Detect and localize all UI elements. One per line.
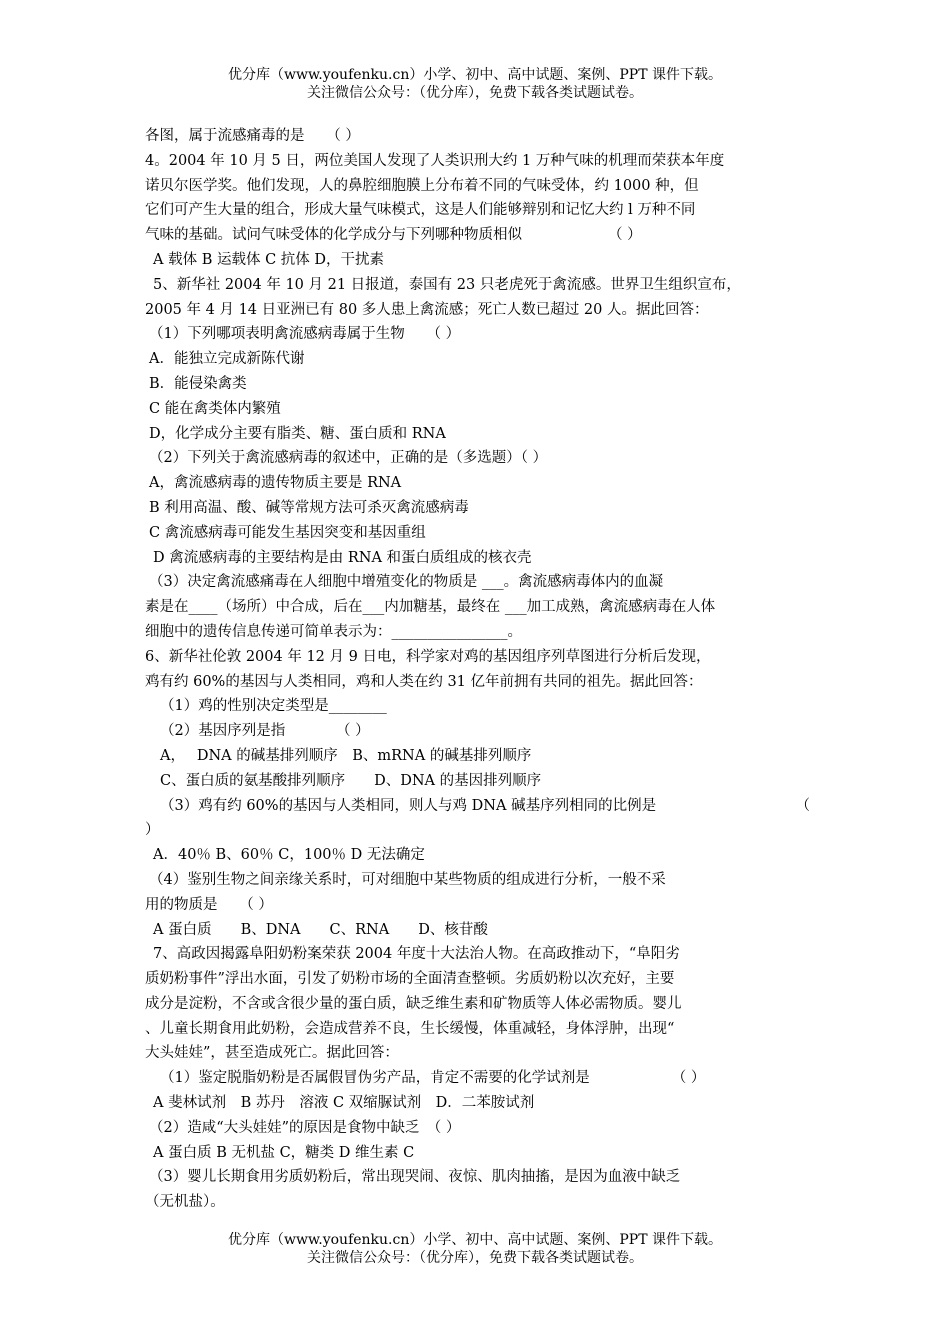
question-4-line: 4。2004 年 10 月 5 日，两位美国人发现了人类识刑大约 1 万种气味的机理而荣获本年度 xyxy=(145,152,725,169)
sub-question-text: （3）鸡有约 60%的基因与人类相同，则人与鸡 DNA 碱基序列相同的比例是 xyxy=(160,797,657,814)
sub-question: （3）婴儿长期食用劣质奶粉后，常出现哭闹、夜惊、肌肉抽搐，是因为血液中缺乏 xyxy=(149,1169,681,1186)
header-line-2: 关注微信公众号：（优分库），免费下载各类试题试卷。 xyxy=(307,85,643,101)
text-line: 大头娃娃”，甚至造成死亡。据此回答： xyxy=(145,1045,399,1062)
question-6-line: 6、新华社伦敦 2004 年 12 月 9 日电，科学家对鸡的基因组序列草图进行分析后发现， xyxy=(145,648,711,665)
option-line: D，化学成分主要有脂类、糖、蛋白质和 RNA xyxy=(149,425,446,442)
text-line: 素是在____（场所）中合成，后在___内加糖基，最终在 ___加工成熟，禽流感病毒在人体 xyxy=(145,599,716,616)
option-line: D 禽流感病毒的主要结构是由 RNA 和蛋白质组成的核衣壳 xyxy=(153,549,532,566)
sub-question-text: （1）鉴定脱脂奶粉是否属假冒伪劣产品，肯定不需要的化学试剂是 xyxy=(160,1070,590,1087)
text-line: 鸡有约 60%的基因与人类相同，鸡和人类在约 31 亿年前拥有共同的祖先。据此回答： xyxy=(145,673,703,690)
text-line: 成分是淀粉，不含或含很少量的蛋白质，缺乏维生素和矿物质等人体必需物质。婴儿 xyxy=(145,995,682,1012)
text-line: 、儿童长期食用此奶粉，会造成营养不良，生长缓慢，体重减轻，身体浮肿，出现“ xyxy=(145,1020,675,1037)
sub-question: （4）鉴别生物之间亲缘关系时，可对细胞中某些物质的组成进行分析，一般不采 xyxy=(149,871,666,888)
sub-question: （3）决定禽流感痛毒在人细胞中增殖变化的物质是 ___。禽流感病毒体内的血凝 xyxy=(149,574,664,591)
text-line: 质奶粉事件”浮出水面，引发了奶粉市场的全面清查整顿。劣质奶粉以次充好，主要 xyxy=(145,971,675,988)
options-line: A 蛋白质 B、DNA C、RNA D、核苷酸 xyxy=(153,921,488,938)
text-line: 细胞中的遗传信息传递可简单表示为：________________。 xyxy=(145,623,522,640)
option-line: C 禽流感病毒可能发生基因突变和基因重组 xyxy=(149,524,426,541)
footer-line-1: 优分库（www.youfenku.cn）小学、初中、高中试题、案例、PPT 课件下载。 xyxy=(227,1232,722,1248)
answer-bracket-close: ） xyxy=(145,822,160,839)
options-line: A．40％ B、60％ C，100％ D 无法确定 xyxy=(153,847,425,864)
document-body xyxy=(145,124,810,1215)
option-line: A．能独立完成新陈代谢 xyxy=(149,351,305,368)
sub-question: （1）下列哪项表明禽流感病毒属于生物 （ ） xyxy=(149,326,461,343)
sub-question: （2）基因序列是指 （ ） xyxy=(160,723,370,740)
page-header xyxy=(0,66,950,102)
question-7-line: 7、高政因揭露阜阳奶粉案荣获 2004 年度十大法治人物。在高政推动下，“阜阳劣 xyxy=(153,946,680,963)
sub-question: （1）鸡的性别决定类型是________ xyxy=(160,698,387,715)
sub-question: （2）造咸“大头娃娃”的原因是食物中缺乏 （ ） xyxy=(149,1119,461,1136)
question-4-prompt: 气味的基础。试问气味受体的化学成分与下列哪种物质相似 xyxy=(145,227,522,244)
page-footer xyxy=(0,1231,950,1267)
text-line: 2005 年 4 月 14 日亚洲已有 80 多人患上禽流感；死亡人数已超过 20 人。据此回答： xyxy=(145,301,709,318)
answer-bracket: （ ） xyxy=(671,1070,706,1087)
option-line: C 能在禽类体内繁殖 xyxy=(149,400,281,417)
sub-question: （2）下列关于禽流感病毒的叙述中，正确的是（多选题）（ ） xyxy=(149,450,548,467)
options-line: A 载体 B 运载体 C 抗体 D，干扰素 xyxy=(153,251,385,268)
options-line: A 蛋白质 B 无机盐 C，糖类 D 维生素 C xyxy=(153,1144,415,1161)
options-line: A 斐林试剂 B 苏丹 溶液 C 双缩脲试剂 D．二苯胺试剂 xyxy=(153,1095,535,1112)
text-line xyxy=(145,223,810,248)
option-line: B 利用高温、酸、碱等常规方法可杀灭禽流感病毒 xyxy=(149,499,469,516)
option-line: B．能侵染禽类 xyxy=(149,375,247,392)
text-line: 各图，属于流感痛毒的是 （ ） xyxy=(145,128,360,144)
option-line: A， DNA 的碱基排列顺序 B、mRNA 的碱基排列顺序 xyxy=(160,747,532,764)
answer-bracket-open: （ xyxy=(795,797,810,814)
sub-question xyxy=(145,794,810,819)
option-line: A，禽流感病毒的遗传物质主要是 RNA xyxy=(149,475,402,492)
text-line: 用的物质是 （ ） xyxy=(145,896,273,913)
footer-line-2: 关注微信公众号：（优分库），免费下载各类试题试卷。 xyxy=(307,1250,643,1266)
text-line: 它们可产生大量的组合，形成大量气味模式，这是人们能够辩别和记忆大约 l 万种不同 xyxy=(145,202,696,219)
header-line-1: 优分库（www.youfenku.cn）小学、初中、高中试题、案例、PPT 课件下载。 xyxy=(227,67,722,83)
option-line: C、蛋白质的氨基酸排列顺序 D、DNA 的基因排列顺序 xyxy=(160,772,542,789)
question-5-line: 5、新华社 2004 年 10 月 21 日报道，泰国有 23 只老虎死于禽流感。世界卫生组织宣布， xyxy=(153,276,741,293)
answer-bracket: （ ） xyxy=(608,227,642,244)
text-line: （无机盐）。 xyxy=(145,1194,225,1211)
text-line: 诺贝尔医学奖。他们发现，人的鼻腔细胞膜上分布着不同的气味受体，约 1000 种，但 xyxy=(145,177,699,194)
sub-question xyxy=(145,1066,810,1091)
